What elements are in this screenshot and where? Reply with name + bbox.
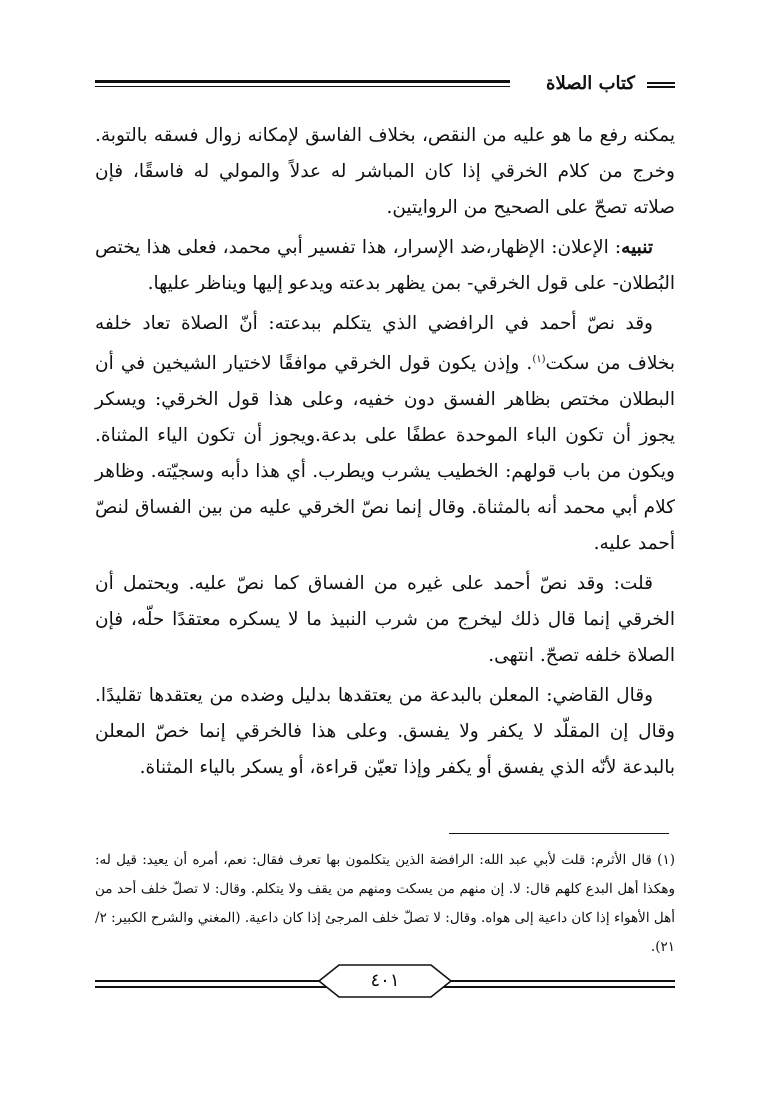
paragraph-1: يمكنه رفع ما هو عليه من النقص، بخلاف الفاسق لإمكانه زوال فسقه بالتوبة. وخرج من كلام الخرقي إذا كان المباشر له عدلاً والمولي له فاسقًا، فإن صلاته تصحّ على الصحيح من الروايتين.	[95, 125, 675, 218]
header-dash	[647, 82, 675, 87]
note-heading: تنبيه	[621, 237, 653, 258]
paragraph-4: قلت: وقد نصّ أحمد على غيره من الفساق كما نصّ عليه. ويحتمل أن الخرقي إنما قال ذلك ليخرج من شرب النبيذ ما لا يسكره معتقدًا حلّه، فإن الصلاة خلفه تصحّ. انتهى.	[95, 573, 675, 667]
paragraph-2-text: : الإعلان: الإظهار،ضد الإسرار، هذا تفسير أبي محمد، فعلى هذا يختص البُطلان- على قول الخرقي- بمن يظهر بدعته ويدعو إليها ويناظر عليها.	[95, 237, 675, 294]
main-text	[95, 118, 675, 790]
paragraph-3-text-b: . وإذن يكون قول الخرقي موافقًا لاختيار الشيخين في أن البطلان مختص بظاهر الفسق دون خفيه، وعلى هذا قول الخرقي: ويسكر يجوز أن تكون الباء الموحدة عطفًا على بدعة.ويجوز أن تكون الياء المثناة. ويكون من باب قولهم: الخطيب يشرب ويطرب. أي هذا دأبه وسجيّته. وظاهر كلام أبي محمد أنه بالمثناة. وقال إنما نصّ الخرقي عليه من بين الفساق لنصّ أحمد عليه.	[95, 353, 675, 555]
footnote-reference: (١)	[532, 354, 546, 365]
paragraph-3	[95, 306, 675, 562]
page-number: ٤٠١	[370, 970, 400, 991]
chapter-title: كتاب الصلاة	[546, 73, 635, 94]
header-rule	[95, 80, 510, 89]
paragraph-5: وقال القاضي: المعلن بالبدعة من يعتقدها بدليل وضده من يعتقدها تقليدًا. وقال إن المقلّد لا يكفر ولا يفسق. وعلى هذا فالخرقي إنما خصّ المعلن بالبدعة لأنّه الذي يفسق أو يكفر وإذا تعيّن قراءة، أو يسكر بالياء المثناة.	[95, 685, 675, 779]
page-footer	[95, 962, 675, 1012]
footnote	[95, 846, 675, 962]
footnote-separator	[449, 833, 669, 834]
paragraph-2	[95, 230, 675, 302]
footnote-text: (١) قال الأثرم: قلت لأبي عبد الله: الرافضة الذين يتكلمون بها تعرف فقال: نعم، أمره أن يعيد: قيل له: وهكذا أهل البدع كلهم قال: لا. إن منهم من يسكت ومنهم من يقف ولا يتكلم. وقال: لا تصلّ خلف أحد من أهل الأهواء إذا كان داعية إلى هواه. وقال: لا تصلّ خلف المرجئ إذا كان داعية. (المغني والشرح الكبير: ٢/ ٢١).	[95, 852, 675, 955]
paragraph-3-text-a: وقد نصّ أحمد في الرافضي الذي يتكلم ببدعته: أنّ الصلاة تعاد خلفه بخلاف من سكت	[95, 313, 675, 375]
page-number-badge	[315, 962, 455, 1000]
running-header	[95, 72, 675, 96]
